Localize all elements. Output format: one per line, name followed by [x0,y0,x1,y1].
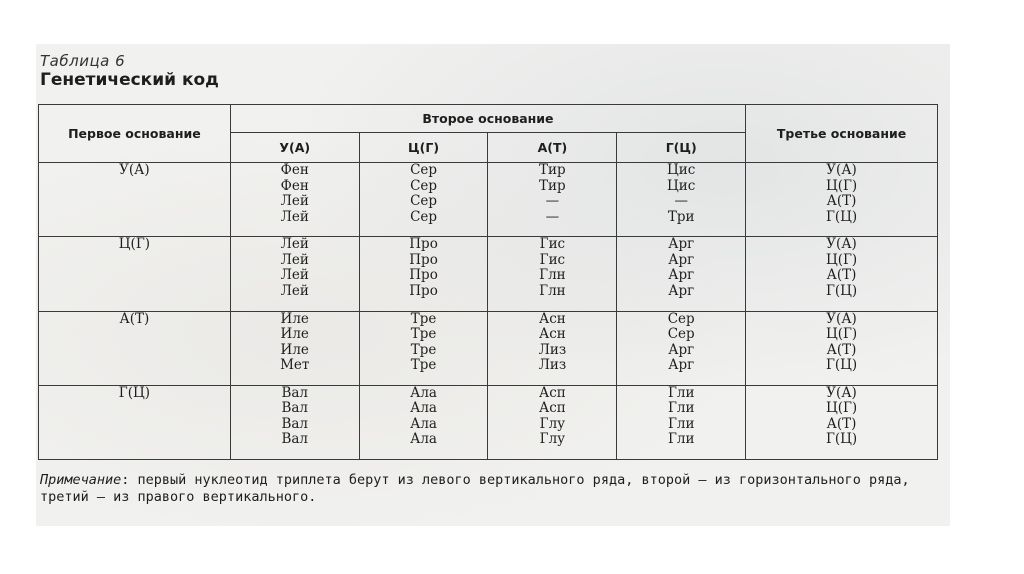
amino-acid: Сер [410,162,438,178]
amino-acid: Три [667,208,695,225]
amino-acid: — [545,193,560,209]
codon-cell [488,385,617,459]
codon-cell [488,163,617,237]
amino-acid: Глу [539,415,566,432]
amino-acid: Гли [667,415,695,432]
third-base-cell [746,237,938,311]
amino-acid: Асп [538,400,566,417]
amino-acid: Иле [280,341,309,358]
third-base-value: Ц(Г) [825,400,858,417]
amino-acid: Лей [280,208,309,225]
table-title: Генетический код [40,70,219,90]
amino-acid: Ала [410,431,437,448]
amino-acid: Сер [667,310,695,327]
codon-cell [230,163,359,237]
table-caption: Таблица 6 [40,52,126,70]
amino-acid: Тре [410,326,437,342]
amino-acid: Тир [539,162,566,178]
codon-cell [488,237,617,311]
amino-acid: Лей [280,236,309,253]
amino-acid: — [674,193,688,209]
codon-cell [617,311,746,385]
codon-cell [359,237,488,311]
amino-acid: Лей [280,282,309,299]
amino-acid: Глн [539,267,566,284]
codon-cell [359,311,488,385]
third-base-cell [746,311,938,385]
header-row [39,105,938,133]
amino-acid: Асп [538,384,566,401]
third-base-value: Г(Ц) [825,357,858,373]
amino-acid: Арг [668,251,695,268]
amino-acid: Сер [667,326,695,342]
third-base-value: Г(Ц) [825,208,858,225]
amino-acid: Арг [668,267,695,284]
amino-acid: Лей [280,193,309,209]
amino-acid: Иле [280,326,309,342]
amino-acid: Вал [281,431,308,448]
third-base-value: Ц(Г) [825,251,858,268]
third-base-value: А(Т) [826,267,857,284]
amino-acid: Про [409,282,438,299]
amino-acid: Тир [539,177,566,194]
amino-acid: Иле [280,310,309,327]
amino-acid: Цис [667,162,696,178]
first-base-value: А(Т) [119,310,150,327]
third-base-value: У(А) [826,384,857,401]
amino-acid: Лей [280,267,309,284]
amino-acid: Цис [667,177,696,194]
table-row [39,163,938,237]
first-base-value: Г(Ц) [118,384,151,401]
amino-acid: Вал [281,415,308,432]
table-footnote [40,472,940,506]
amino-acid: Тре [410,310,437,327]
first-base-cell [39,311,231,385]
amino-acid: Арг [668,341,695,358]
amino-acid: Тре [410,341,437,358]
third-base-value: У(А) [826,236,857,253]
amino-acid: Про [409,236,438,253]
amino-acid: Асн [538,310,566,327]
third-base-header: Третье основание [746,105,938,163]
amino-acid: Мет [280,357,310,373]
codon-cell [488,311,617,385]
amino-acid: Сер [410,177,438,194]
genetic-code-table [38,104,938,460]
amino-acid: Гис [539,251,566,268]
amino-acid: Ала [410,400,437,417]
amino-acid: Вал [281,384,308,401]
amino-acid: Тре [410,357,437,373]
second-base-column-header: А(Т) [488,133,617,163]
third-base-value: У(А) [826,162,857,178]
third-base-value: Г(Ц) [825,431,858,448]
codon-cell [230,237,359,311]
first-base-cell [39,237,231,311]
codon-cell [359,385,488,459]
third-base-value: У(А) [826,310,857,327]
amino-acid: Фен [280,177,309,194]
amino-acid: Глу [539,431,566,448]
amino-acid: Гли [667,384,695,401]
third-base-value: А(Т) [826,193,857,209]
third-base-value: Ц(Г) [825,326,858,342]
first-base-cell [39,163,231,237]
amino-acid: Ала [410,415,437,432]
table-row [39,237,938,311]
codon-cell [617,163,746,237]
amino-acid: — [545,208,560,225]
amino-acid: Глн [539,282,566,299]
amino-acid: Ала [410,384,437,401]
amino-acid: Лиз [538,341,567,358]
amino-acid: Лей [280,251,309,268]
amino-acid: Лиз [538,357,567,373]
amino-acid: Сер [410,193,438,209]
amino-acid: Гли [667,400,695,417]
codon-cell [230,385,359,459]
amino-acid: Вал [281,400,308,417]
second-base-header: Второе основание [230,105,745,133]
amino-acid: Асн [538,326,566,342]
first-base-value: Ц(Г) [118,236,151,253]
amino-acid: Арг [668,236,695,253]
second-base-column-header: У(А) [230,133,359,163]
third-base-value: А(Т) [826,341,857,358]
third-base-value: А(Т) [826,415,857,432]
first-base-header: Первое основание [39,105,231,163]
amino-acid: Фен [280,162,309,178]
second-base-column-header: Ц(Г) [359,133,488,163]
codon-cell [230,311,359,385]
second-base-column-header: Г(Ц) [617,133,746,163]
third-base-value: Г(Ц) [825,282,858,299]
third-base-value: Ц(Г) [825,177,858,194]
first-base-cell [39,385,231,459]
third-base-cell [746,163,938,237]
amino-acid: Сер [410,208,438,225]
amino-acid: Про [409,251,438,268]
amino-acid: Про [409,267,438,284]
footnote-label: Примечание [40,472,122,488]
codon-cell [617,237,746,311]
amino-acid: Гис [539,236,566,253]
footnote-text: : первый нуклеотид триплета берут из левого вертикального ряда, второй — из горизонтального ряда, третий — из правого вертикального. [40,472,910,505]
first-base-value: У(А) [119,162,150,178]
amino-acid: Гли [667,431,695,448]
table-row [39,385,938,459]
codon-cell [359,163,488,237]
codon-cell [617,385,746,459]
third-base-cell [746,385,938,459]
table-row [39,311,938,385]
amino-acid: Арг [668,282,695,299]
amino-acid: Арг [668,357,695,373]
